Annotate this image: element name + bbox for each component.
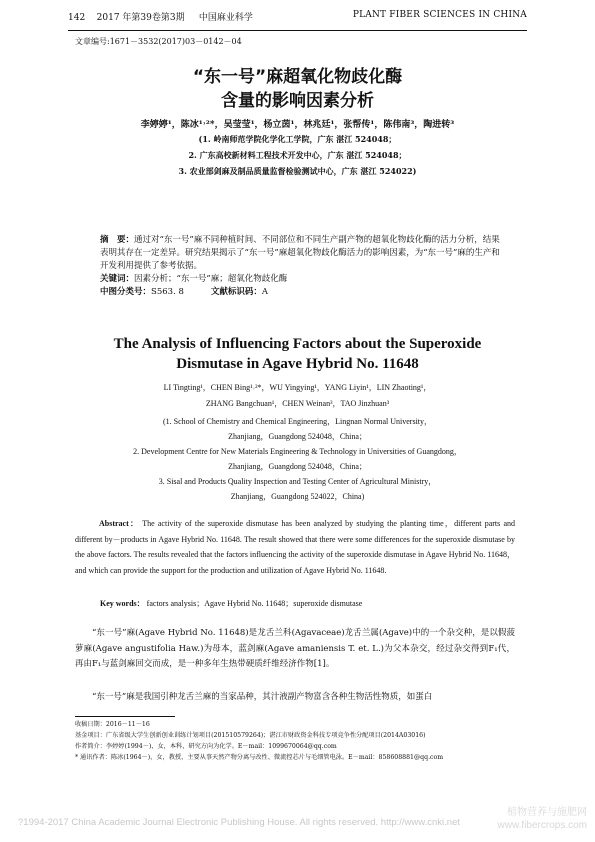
journal-name-en: PLANT FIBER SCIENCES IN CHINA (352, 10, 527, 20)
clc-number: S563. 8 (151, 287, 184, 297)
footnote-corresponding: * 通讯作者：陈冰(1964－)，女，教授，主要从事天然产物分离与改性、微流控芯片与毛细管电泳。E－mail：858608881@qq.com (75, 754, 444, 761)
article-number: 文章编号:1671－3532(2017)03－0142－04 (75, 37, 242, 46)
cn-affiliation-1: (1. 岭南师范学院化学化工学院，广东 湛江 524048； (198, 134, 397, 144)
cn-abstract-text: 通过对“东一号”麻不同种植时间、不同部位和不同生产副产物的超氧化物歧化酶的活力分析，结果表明其存在一定差异。研究结果揭示了“东一号”麻超氧化物歧化酶活力的影响因素，为“东一号”麻的生产和开发利用提供了参考依据。 (100, 235, 500, 271)
page-number: 142 (68, 13, 86, 23)
footnote-received: 收稿日期：2016－11－16 (75, 721, 150, 728)
en-authors-line-1: LI Tingting¹，CHEN Bing¹˒²*，WU Yingying¹，YANG Liyin¹，LIN Zhaoting¹， (163, 383, 432, 392)
cn-title-line-1: “东一号”麻超氧化物歧化酶 (192, 67, 403, 87)
cn-title-line-2: 含量的影响因素分析 (221, 91, 374, 111)
cn-keywords-label: 关键词： (100, 274, 135, 284)
watermark (498, 806, 587, 832)
en-abstract-label: Abstract： (99, 519, 140, 528)
en-keywords-row (100, 598, 362, 609)
journal-issue: 2017 年第39卷第3期 (96, 13, 185, 23)
en-affiliation-3a: 3. Sisal and Products Quality Inspection and Testing Center of Agricultural Ministry， (158, 477, 437, 486)
doc-code-label: 文献标识码： (210, 287, 262, 297)
footnote-rule (75, 716, 175, 717)
cn-authors: 李婷婷¹，陈冰¹˒²*，吴莹莹¹，杨立茵¹，林兆廷¹，张帮传¹，陈伟南³，陶进转³ (140, 120, 455, 130)
cn-affiliation-3: 3. 农业部剑麻及制品质量监督检验测试中心，广东 湛江 524022) (178, 166, 417, 176)
en-affiliation-2a: 2. Development Centre for New Materials Engineering & Technology in Universities of Guangdong， (133, 447, 462, 456)
en-abstract-text: The activity of the superoxide dismutase has been analyzed by studying the planting time，different parts and different by－products in Agave Hybrid No. 11648. The result showed that there were some differences for the superoxide dismutase by the above factors. The results revealed that the factors influencing the activity of the superoxide dismutase in Agave Hybrid No. 11648，and which can provide the support for the production and utilization of Agave Hybrid No. 11648. (75, 519, 516, 575)
cn-abstract-label: 摘 要： (100, 235, 135, 245)
body-paragraph-1: “东一号”麻(Agave Hybrid No. 11648)是龙舌兰科(Agavaceae)龙舌兰属(Agave)中的一个杂交种，是以假菠萝麻(Agave angustifolia Haw.)为母本，蓝剑麻(Agave amaniensis T. et. L.)为父本杂交，经过杂交得到F₁代，再由F₁与蓝剑麻回交而成，是一种多年生热带硬质纤维经济作物[1]。 (75, 628, 515, 669)
en-authors-line-2: ZHANG Bangchuan¹，CHEN Weinan³，TAO Jinzhuan³ (205, 399, 390, 408)
en-title-line-2: Dismutase in Agave Hybrid No. 11648 (176, 356, 419, 372)
header-rule (68, 30, 527, 31)
watermark-cn: 植物营养与施肥网 (507, 807, 587, 818)
en-title-line-1: The Analysis of Influencing Factors about the Superoxide (113, 336, 482, 352)
running-header (68, 8, 527, 26)
en-affiliation-3b: Zhanjiang，Guangdong 524022，China) (230, 492, 365, 501)
clc-label: 中图分类号： (100, 287, 152, 297)
body-paragraph-2: “东一号”麻是我国引种龙舌兰麻的当家品种，其汁液副产物富含各种生物活性物质，如蛋白 (92, 692, 433, 702)
en-affiliation-2b: Zhanjiang，Guangdong 524048，China； (228, 462, 367, 471)
en-keywords-label: Key words： (100, 599, 145, 608)
doc-code: A (261, 287, 269, 297)
cn-abstract (100, 234, 500, 299)
en-affiliation-1b: Zhanjiang，Guangdong 524048，China； (228, 432, 367, 441)
en-keywords: factors analysis；Agave Hybrid No. 11648；superoxide dismutase (146, 599, 363, 608)
footnote-author: 作者简介：李婷婷(1994－)，女，本科，研究方向为化学。E－mail：1099670064@qq.com (75, 743, 337, 750)
journal-name-cn: 中国麻业科学 (198, 13, 253, 23)
en-abstract (75, 516, 515, 578)
cn-affiliation-2: 2. 广东高校新材料工程技术开发中心，广东 湛江 524048； (188, 150, 407, 160)
watermark-url: www.fibercrops.com (497, 820, 587, 831)
copyright-notice: ?1994-2017 China Academic Journal Electronic Publishing House. All rights reserved. http://www.cnki.net (18, 817, 460, 828)
cn-keywords: 因素分析；“东一号”麻；超氧化物歧化酶 (134, 274, 288, 284)
footnote-funding: 基金项目：广东省级大学生创新创业训练计划项目(201510579264)；湛江市财政资金科技专项竞争性分配项目(2014A03016) (75, 732, 426, 739)
en-affiliation-1a: (1. School of Chemistry and Chemical Engineering，Lingnan Normal University， (162, 417, 433, 426)
